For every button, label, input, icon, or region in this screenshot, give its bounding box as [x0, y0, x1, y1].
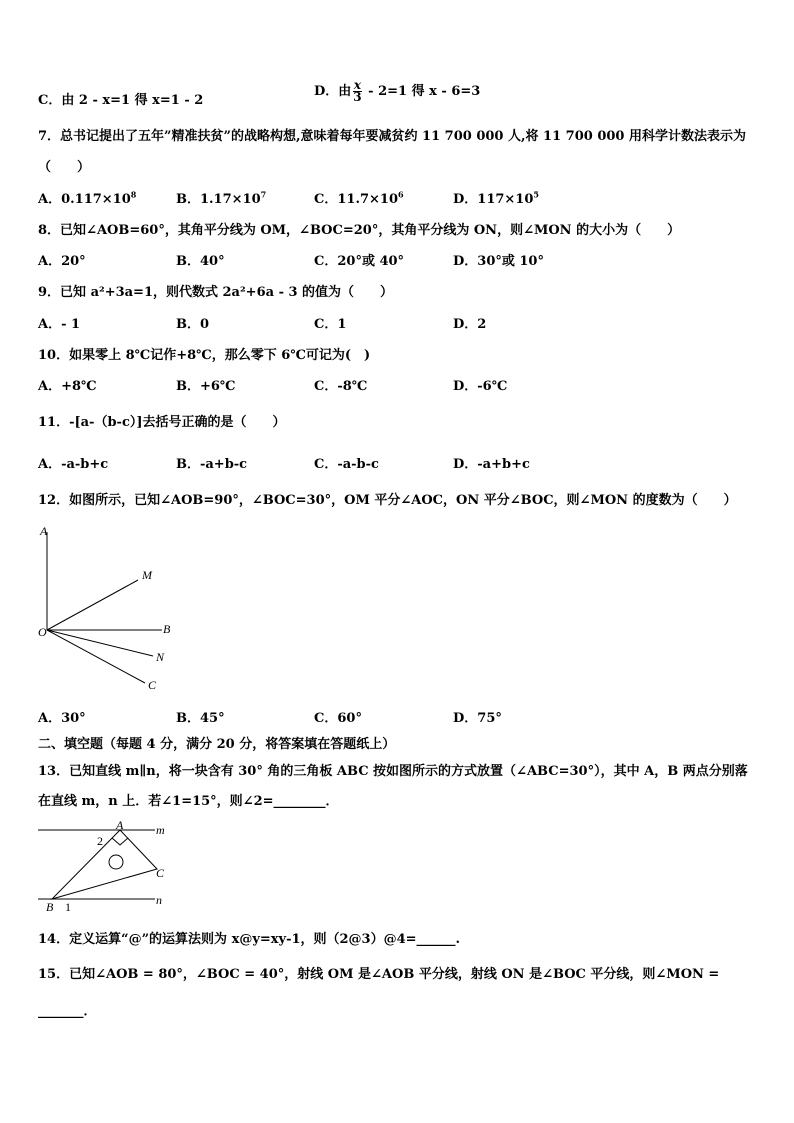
q12-option-b: B．45°	[176, 711, 225, 726]
q13-right-angle-mark	[112, 838, 128, 845]
q13-stem-line2: 在直线 m，n 上．若∠1=15°，则∠2=________．	[38, 794, 339, 809]
q13-label-1: 1	[65, 900, 71, 914]
q12-label-n: N	[156, 650, 165, 664]
q9-option-a: A．- 1	[38, 317, 81, 332]
q11-stem: 11．-[a-（b-c）]去括号正确的是（ ）	[38, 415, 286, 430]
q6-option-d-prefix: D．由	[314, 84, 352, 99]
q8-option-a: A．20°	[38, 254, 86, 269]
q13-triangle-hole	[109, 855, 123, 869]
q9-option-b: B．0	[176, 317, 210, 332]
q11-option-d: D．-a+b+c	[453, 457, 530, 472]
q10-stem: 10．如果零上 8℃记作+8℃，那么零下 6℃可记为( )	[38, 348, 371, 363]
q12-stem: 12．如图所示，已知∠AOB=90°，∠BOC=30°，OM 平分∠AOC，ON 平分∠BOC，则∠MON 的度数为（ ）	[38, 493, 737, 508]
q13-stem-line1: 13．已知直线 m∥n，将一块含有 30° 角的三角板 ABC 按如图所示的方式放置（∠ABC=30°），其中 A，B 两点分别落	[38, 764, 748, 779]
q15-stem-line2: _______．	[38, 1004, 97, 1019]
q12-ray-on	[47, 630, 153, 656]
q13-triangle-figure	[30, 815, 180, 915]
q12-option-a: A．30°	[38, 711, 86, 726]
q6-fraction-denominator: 3	[353, 90, 362, 104]
q13-triangle-abc	[52, 830, 157, 899]
q14-stem: 14．定义运算“@”的运算法则为 x@y=xy-1，则（2@3）@4=______.	[38, 932, 461, 947]
section2-heading: 二、填空题（每题 4 分，满分 20 分，将答案填在答题纸上）	[38, 737, 396, 752]
q6-option-c: C．由 2 - x=1 得 x=1 - 2	[38, 93, 204, 108]
q8-stem: 8．已知∠AOB=60°，其角平分线为 OM，∠BOC=20°，其角平分线为 ON，则∠MON 的大小为（ ）	[38, 223, 681, 238]
q6-fraction	[353, 80, 361, 103]
q10-option-c: C．-8℃	[314, 379, 368, 394]
q7-option-b: B．$1.17\times 10^7$	[176, 189, 267, 207]
q8-option-d: D．30°或 10°	[453, 254, 544, 269]
q12-ray-oc	[47, 630, 145, 683]
q13-label-2: 2	[97, 834, 103, 848]
q12-ray-om	[47, 580, 138, 630]
q10-option-a: A．+8℃	[38, 379, 97, 394]
q12-label-b: B	[163, 622, 171, 636]
q13-label-n: n	[156, 893, 162, 907]
q11-option-c: C．-a-b-c	[314, 457, 379, 472]
q7-option-a: A．$0.117\times 10^8$	[38, 189, 137, 207]
q11-option-a: A．-a-b+c	[38, 457, 109, 472]
q12-option-d: D．75°	[453, 711, 502, 726]
q13-label-a: A	[116, 818, 124, 832]
q12-label-c: C	[148, 678, 157, 692]
q13-label-b: B	[46, 900, 54, 914]
q10-option-b: B．+6℃	[176, 379, 236, 394]
q12-label-a: A	[40, 524, 48, 538]
q9-stem: 9．已知 a²+3a=1，则代数式 2a²+6a - 3 的值为（ ）	[38, 285, 394, 300]
q13-label-m: m	[156, 823, 165, 837]
q10-option-d: D．-6℃	[453, 379, 508, 394]
q9-option-c: C．1	[314, 317, 347, 332]
q11-option-b: B．-a+b-c	[176, 457, 248, 472]
q6-fraction-numerator: x	[353, 78, 362, 92]
q9-option-d: D．2	[453, 317, 487, 332]
q6-option-d-suffix: - 2=1 得 x - 6=3	[363, 84, 481, 99]
q7-option-c: C．$11.7\times 10^6$	[314, 189, 404, 207]
q7-option-d: D．$117\times 10^5$	[453, 189, 539, 207]
q13-label-c: C	[156, 866, 165, 880]
q15-stem-line1: 15．已知∠AOB = 80°，∠BOC = 40°，射线 OM 是∠AOB 平分线，射线 ON 是∠BOC 平分线，则∠MON =	[38, 967, 720, 982]
q12-option-c: C．60°	[314, 711, 362, 726]
q8-option-c: C．20°或 40°	[314, 254, 405, 269]
q12-angle-figure	[30, 520, 190, 695]
q12-label-m: M	[142, 568, 152, 582]
q7-paren: （ ）	[38, 160, 91, 175]
q12-label-o: O	[38, 625, 47, 639]
q8-option-b: B．40°	[176, 254, 225, 269]
q6-option-d	[314, 80, 480, 103]
q7-stem: 7．总书记提出了五年”精准扶贫”的战略构想,意味着每年要减贫约 11 700 000 人,将 11 700 000 用科学计数法表示为	[38, 129, 746, 144]
